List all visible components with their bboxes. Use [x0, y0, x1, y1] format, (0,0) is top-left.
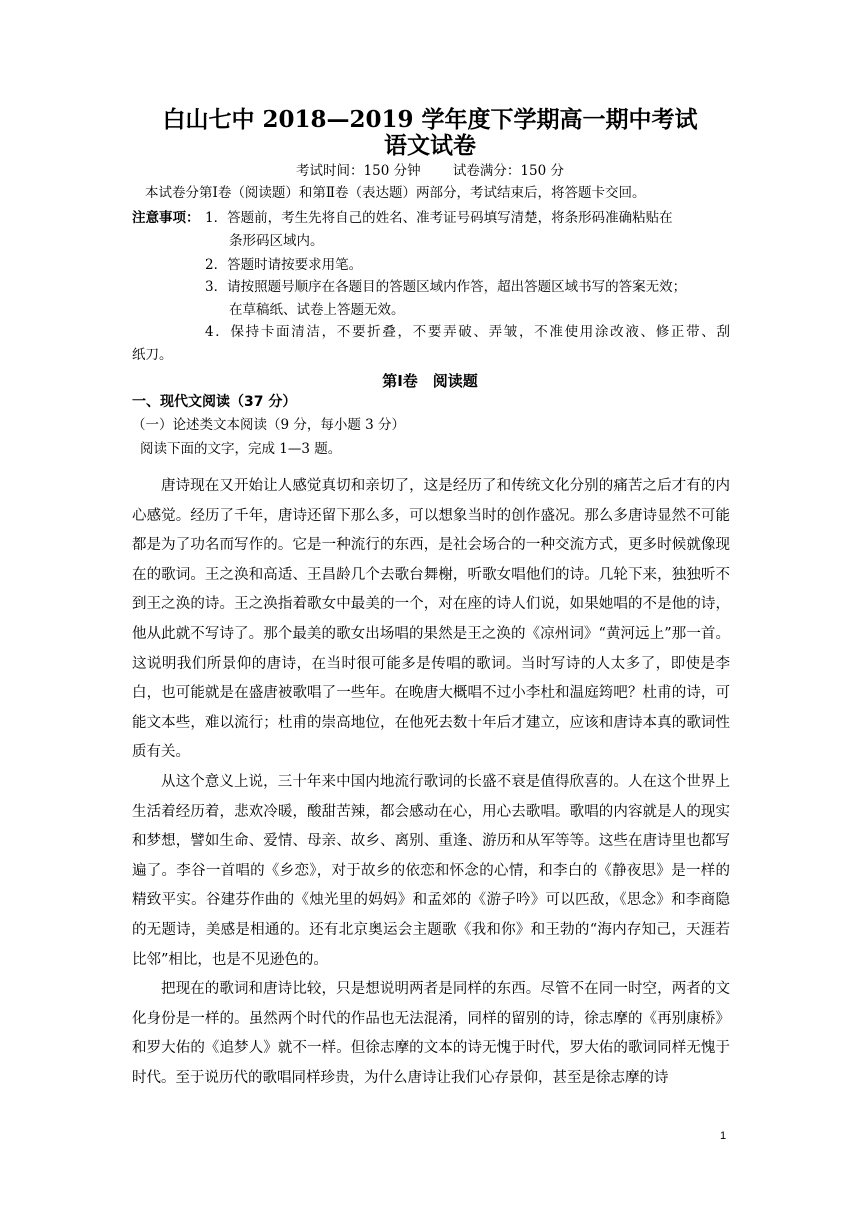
full-score: 试卷满分：150 分: [452, 163, 564, 179]
passage-paragraph: 把现在的歌词和唐诗比较，只是想说明两者是同样的东西。尽管不在同一时空，两者的文化身份是一样的。虽然两个时代的作品也无法混淆，同样的留别的诗，徐志摩的《再别康桥》和罗大佑的《追梦人》就不一样。但徐志摩的文本的诗无愧于时代，罗大佑的歌词同样无愧于时代。至于说历代的歌唱同样珍贵，为什么唐诗让我们心存景仰，甚至是徐志摩的诗: [132, 981, 730, 1086]
section-title: 第Ⅰ卷 阅读题: [382, 372, 478, 390]
notice-label: 注意事项：: [132, 210, 200, 226]
exam-subtitle: 语文试卷: [384, 132, 476, 159]
part-heading: 一、现代文阅读（37 分）: [132, 394, 297, 410]
notice-item-1: 1．答题前，考生先将自己的姓名、准考证号码填写清楚，将条形码准确粘贴在: [205, 210, 673, 226]
reading-passage: [132, 472, 730, 1093]
exam-title: 白山七中 2018—2019 学年度下学期高一期中考试: [162, 106, 698, 133]
notice-item-4: 4．保持卡面清洁，不要折叠，不要弄破、弄皱，不准使用涂改液、修正带、刮: [205, 324, 730, 340]
notice-item-3: 3．请按照题号顺序在各题目的答题区域内作答，超出答题区域书写的答案无效；: [205, 279, 687, 295]
passage-paragraph: 唐诗现在又开始让人感觉真切和亲切了，这是经历了和传统文化分别的痛苦之后才有的内心感觉。经历了千年，唐诗还留下那么多，可以想象当时的创作盛况。那么多唐诗显然不可能都是为了功名而写作的。它是一种流行的东西，是社会场合的一种交流方式，更多时候就像现在的歌词。王之涣和高适、王昌龄几个去歌台舞榭，听歌女唱他们的诗。几轮下来，独独听不到王之涣的诗。王之涣指着歌女中最美的一个，对在座的诗人们说，如果她唱的不是他的诗，他从此就不写诗了。那个最美的歌女出场唱的果然是王之涣的《凉州词》“黄河远上”那一首。这说明我们所景仰的唐诗，在当时很可能多是传唱的歌词。当时写诗的人太多了，即使是李白，也可能就是在盛唐被歌唱了一些年。在晚唐大概唱不过小李杜和温庭筠吧？杜甫的诗，可能文本些，难以流行；杜甫的崇高地位，在他死去数十年后才建立，应该和唐诗本真的歌词性质有关。: [132, 478, 730, 761]
exam-intro: 本试卷分第Ⅰ卷（阅读题）和第Ⅱ卷（表达题）两部分，考试结束后，将答题卡交回。: [145, 185, 646, 201]
reading-instruction: 阅读下面的文字，完成 1—3 题。: [140, 441, 342, 457]
notice-item-1-cont: 条形码区域内。: [229, 233, 324, 249]
notice-item-4-cont: 纸刀。: [132, 347, 173, 363]
subsection-heading: （一）论述类文本阅读（9 分，每小题 3 分）: [132, 417, 406, 433]
passage-paragraph: 从这个意义上说，三十年来中国内地流行歌词的长盛不衰是值得欣喜的。人在这个世界上生活着经历着，悲欢冷暖，酸甜苦辣，都会感动在心，用心去歌唱。歌唱的内容就是人的现实和梦想，譬如生命、爱情、母亲、故乡、离别、重逢、游历和从军等等。这些在唐诗里也都写遍了。李谷一首唱的《乡恋》，对于故乡的依恋和怀念的心情，和李白的《静夜思》是一样的精致平实。谷建芬作曲的《烛光里的妈妈》和孟郊的《游子吟》可以匹敌，《思念》和李商隐的无题诗，美感是相通的。还有北京奥运会主题歌《我和你》和王勃的“海内存知己，天涯若比邻”相比，也是不见逊色的。: [132, 773, 730, 968]
exam-time: 考试时间：150 分钟: [296, 163, 421, 179]
notice-item-3-cont: 在草稿纸、试卷上答题无效。: [229, 302, 405, 318]
page-number: 1: [720, 1130, 727, 1142]
exam-info: [0, 162, 860, 180]
notice-item-2: 2．答题时请按要求用笔。: [205, 257, 363, 273]
